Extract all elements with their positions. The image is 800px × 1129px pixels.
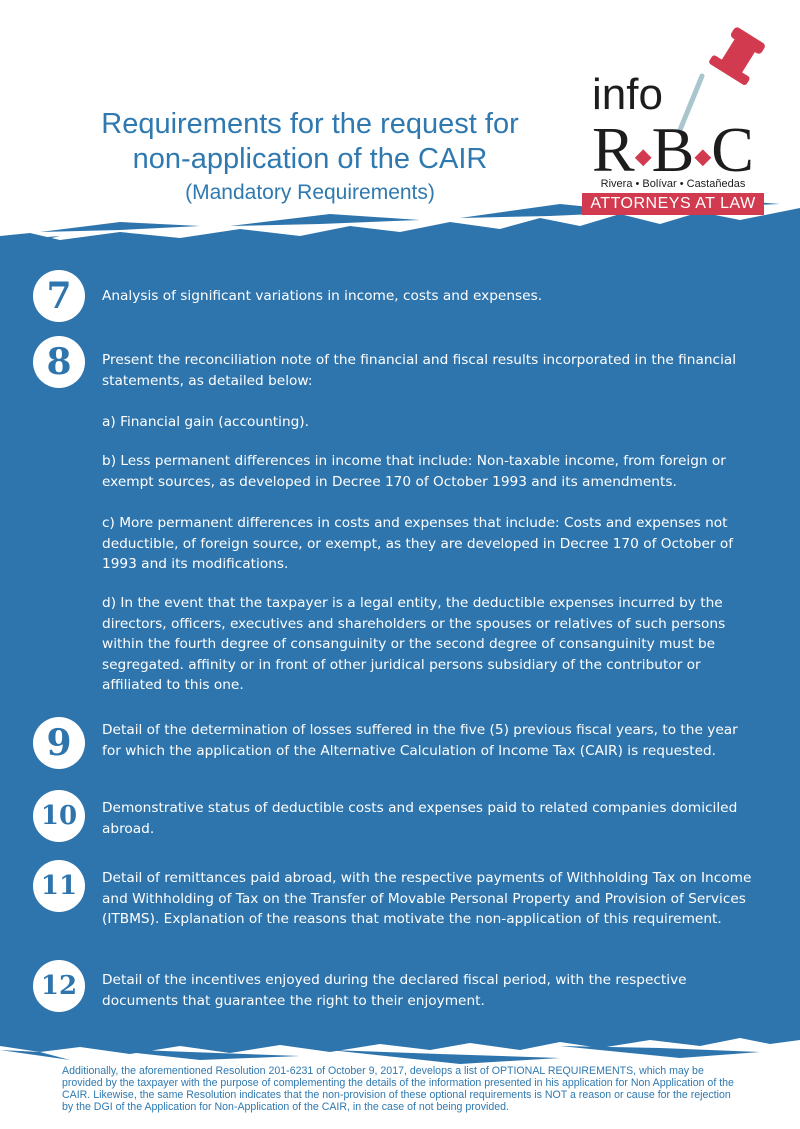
item-number-badge: 7 xyxy=(33,270,85,322)
item-text: Detail of the incentives enjoyed during the declared fiscal period, with the respective documents that guarantee the right to their enjoyment. xyxy=(102,972,687,1009)
logo-firm-names: Rivera • Bolívar • Castañedas xyxy=(600,178,746,190)
item-subitem-text: c) More permanent differences in costs and expenses that include: Costs and expenses not deductible, of foreign source, or exempt, as they are developed in Decree 170 of October of 1993 and its modifications. xyxy=(102,515,734,572)
page-title-line-2: non-application of the CAIR xyxy=(132,143,488,175)
logo-letter-r: R xyxy=(592,114,635,185)
rbc-logo xyxy=(582,26,788,218)
logo-info-text: info xyxy=(592,70,663,119)
page-title-line-1: Requirements for the request for xyxy=(101,108,519,140)
logo-tagline: ATTORNEYS AT LAW xyxy=(582,193,764,215)
item-text: Present the reconciliation note of the financial and fiscal results incorporated in the financial statements, as detailed below: xyxy=(102,352,737,389)
item-subitem-text: a) Financial gain (accounting). xyxy=(102,414,309,430)
item-number-badge: 12 xyxy=(33,960,85,1012)
item-text: Detail of the determination of losses suffered in the five (5) previous fiscal years, to the year for which the application of the Alternative Calculation of Income Tax (CAIR) is requested. xyxy=(102,722,738,759)
item-text: Demonstrative status of deductible costs and expenses paid to related companies domiciled abroad. xyxy=(102,800,738,837)
footer-note: Additionally, the aforementioned Resolution 201-6231 of October 9, 2017, develops a list of OPTIONAL REQUIREMENTS, which may be provided by the taxpayer with the purpose of complementing the details of the information presented in his application for Non Application of the CAIR. Likewise, the same Resolution indicates that the non-provision of these optional requirements is NOT a reason or cause for the rejection by the DGI of the Application for Non-Application of the CAIR, in the case of not being provided. xyxy=(62,1065,734,1113)
item-subitem-text: d) In the event that the taxpayer is a legal entity, the deductible expenses incurred by the directors, officers, executives and shareholders or the spouses or relatives of such persons within the fourth degree of consanguinity or the second degree of consanguinity must be segregated. affinity or in front of other juridical persons subsidiary of the contributor or affiliated to this one. xyxy=(102,595,726,693)
logo-letter-c: C xyxy=(711,114,754,185)
item-text: Detail of remittances paid abroad, with the respective payments of Withholding Tax on Income and Withholding of Tax on the Transfer of Movable Personal Property and Provision of Services (ITBMS). Explanation of the reasons that motivate the non-application of this requirement. xyxy=(102,870,752,927)
page-subtitle: (Mandatory Requirements) xyxy=(185,181,435,204)
item-text: Analysis of significant variations in income, costs and expenses. xyxy=(102,288,543,304)
item-subitem-text: b) Less permanent differences in income that include: Non-taxable income, from foreign or exempt sources, as developed in Decree 170 of October 1993 and its amendments. xyxy=(102,453,726,490)
item-number-badge: 11 xyxy=(33,860,85,912)
logo-separator-icon: ◆ xyxy=(634,143,652,169)
logo-separator-icon: ◆ xyxy=(694,143,712,169)
item-number-badge: 8 xyxy=(33,336,85,388)
logo-letter-b: B xyxy=(651,114,695,185)
item-number-badge: 10 xyxy=(33,790,85,842)
item-number-badge: 9 xyxy=(33,717,85,769)
